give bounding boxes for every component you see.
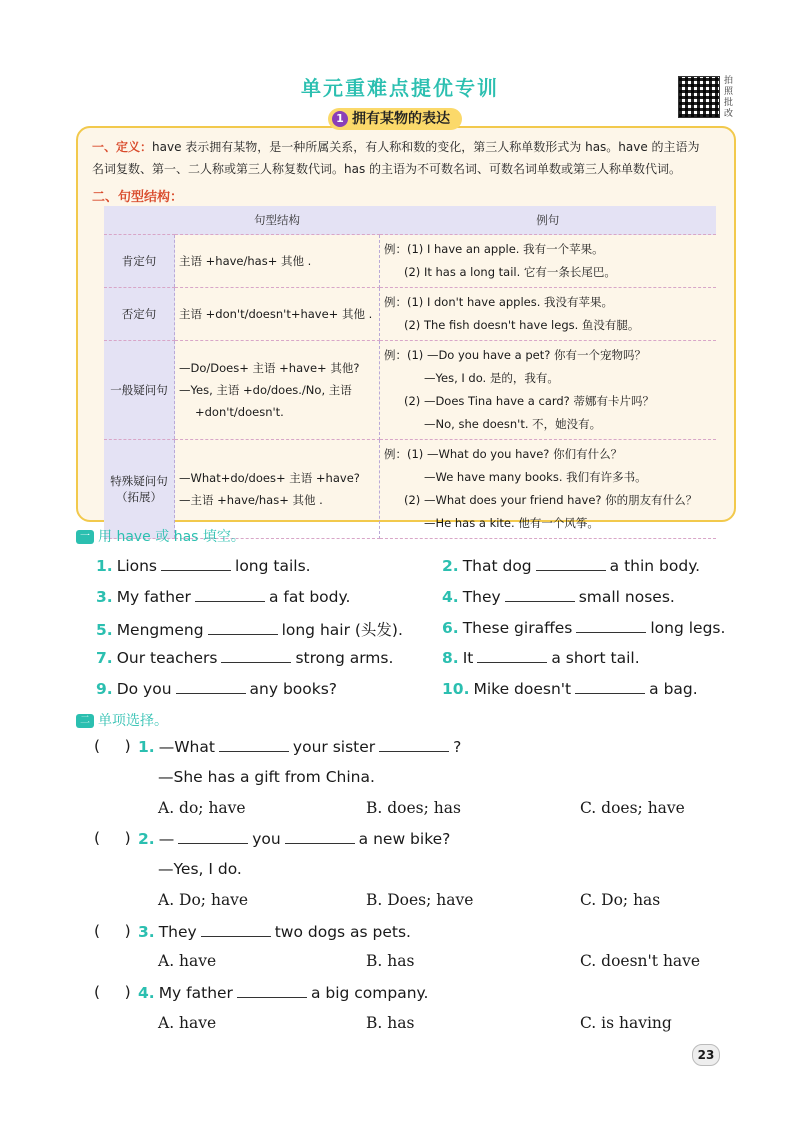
mc-question bbox=[138, 922, 411, 941]
item-number: 3. bbox=[96, 588, 113, 606]
definition-line-2: 名词复数、第一、二人称或第三人称复数代词。has 的主语为不可数名词、可数名词单数或第三人称单数代词。 bbox=[92, 162, 682, 176]
sentence-type: 特殊疑问句（拓展） bbox=[104, 440, 175, 539]
table-header-row bbox=[104, 206, 716, 235]
qr-label: 拍照批改 bbox=[724, 76, 734, 119]
table-row bbox=[104, 341, 716, 440]
example-cell bbox=[380, 288, 717, 341]
topic-banner bbox=[328, 108, 462, 130]
item-text: strong arms. bbox=[295, 649, 394, 667]
answer-blank[interactable] bbox=[477, 648, 547, 663]
stem-text: you bbox=[252, 830, 281, 848]
fill-item bbox=[442, 648, 640, 667]
answer-bracket[interactable]: ( ) bbox=[94, 829, 131, 847]
answer-blank[interactable] bbox=[178, 829, 248, 844]
example-line: (2) The fish doesn't have legs. 鱼没有腿。 bbox=[404, 318, 640, 332]
example-line: (2) It has a long tail. 它有一条长尾巴。 bbox=[404, 265, 616, 279]
answer-blank[interactable] bbox=[505, 587, 575, 602]
item-number: 7. bbox=[96, 649, 113, 667]
item-text: My father bbox=[116, 588, 191, 606]
stem-text: a new bike? bbox=[358, 830, 451, 848]
answer-blank[interactable] bbox=[195, 587, 265, 602]
question-number: 3. bbox=[138, 923, 155, 941]
pattern-line: 主语 +have/has+ 其他 . bbox=[179, 254, 312, 268]
definition-heading: 一、定义： bbox=[92, 140, 153, 154]
answer-bracket[interactable]: ( ) bbox=[94, 983, 131, 1001]
item-text: Mike doesn't bbox=[473, 680, 572, 698]
pattern-line: —主语 +have/has+ 其他 . bbox=[179, 493, 323, 507]
sentence-type: 否定句 bbox=[104, 288, 175, 341]
answer-blank[interactable] bbox=[576, 618, 646, 633]
answer-blank[interactable] bbox=[221, 648, 291, 663]
question-number: 2. bbox=[138, 830, 155, 848]
option-c[interactable]: C. is having bbox=[580, 1014, 672, 1032]
stem-text: They bbox=[158, 923, 197, 941]
answer-blank[interactable] bbox=[219, 737, 289, 752]
definition-line-1: have 表示拥有某物，是一种所属关系，有人称和数的变化，第三人称单数形式为 has。have 的主语为 bbox=[152, 140, 700, 154]
item-text: a fat body. bbox=[268, 588, 351, 606]
option-c[interactable]: C. does; have bbox=[580, 799, 685, 817]
table-header: 句型结构 bbox=[175, 206, 380, 235]
page-title: 单元重难点提优专训 bbox=[301, 76, 499, 100]
section-2-heading bbox=[76, 710, 168, 730]
pattern-cell bbox=[175, 341, 380, 440]
example-cell bbox=[380, 235, 717, 288]
section-1-badge: 一 bbox=[76, 530, 94, 544]
topic-label: 拥有某物的表达 bbox=[352, 111, 450, 127]
definition-block bbox=[92, 136, 720, 180]
fill-item bbox=[96, 648, 393, 667]
example-line: —Yes, I do. 是的，我有。 bbox=[424, 371, 559, 385]
stem-text: ? bbox=[453, 738, 462, 756]
item-text: a thin body. bbox=[609, 557, 701, 575]
example-line: 例：(1) I have an apple. 我有一个苹果。 bbox=[384, 242, 604, 256]
topic-number: 1 bbox=[332, 111, 348, 127]
item-text: long tails. bbox=[235, 557, 311, 575]
fill-item bbox=[442, 587, 675, 606]
item-text: long hair (头发). bbox=[281, 621, 403, 639]
item-text: That dog bbox=[462, 557, 532, 575]
stem-text: two dogs as pets. bbox=[274, 923, 411, 941]
stem-text: a big company. bbox=[310, 984, 429, 1002]
item-text: Lions bbox=[116, 557, 158, 575]
item-text: These giraffes bbox=[462, 619, 573, 637]
page-number: 23 bbox=[692, 1044, 720, 1066]
item-text: Our teachers bbox=[116, 649, 218, 667]
item-number: 2. bbox=[442, 557, 459, 575]
stem-text: —What bbox=[158, 738, 215, 756]
answer-bracket[interactable]: ( ) bbox=[94, 922, 131, 940]
answer-blank[interactable] bbox=[237, 983, 307, 998]
example-line: —We have many books. 我们有许多书。 bbox=[424, 470, 647, 484]
fill-item bbox=[442, 618, 725, 637]
answer-blank[interactable] bbox=[208, 620, 278, 635]
item-text: a short tail. bbox=[551, 649, 640, 667]
example-line: —No, she doesn't. 不，她没有。 bbox=[424, 417, 602, 431]
item-text: It bbox=[462, 649, 474, 667]
answer-blank[interactable] bbox=[536, 556, 606, 571]
option-c[interactable]: C. Do; has bbox=[580, 891, 661, 909]
item-number: 1. bbox=[96, 557, 113, 575]
pattern-line: —Yes, 主语 +do/does./No, 主语 bbox=[179, 383, 352, 397]
item-number: 10. bbox=[442, 680, 470, 698]
item-number: 8. bbox=[442, 649, 459, 667]
pattern-line: 主语 +don't/doesn't+have+ 其他 . bbox=[179, 307, 373, 321]
item-text: Do you bbox=[116, 680, 172, 698]
pattern-line: +don't/doesn't. bbox=[195, 405, 284, 419]
table-header bbox=[104, 206, 175, 235]
question-number: 4. bbox=[138, 984, 155, 1002]
item-text: any books? bbox=[249, 680, 338, 698]
question-number: 1. bbox=[138, 738, 155, 756]
option-b[interactable]: B. has bbox=[366, 952, 415, 970]
sentence-type: 一般疑问句 bbox=[104, 341, 175, 440]
grammar-table bbox=[104, 206, 716, 539]
option-b[interactable]: B. Does; have bbox=[366, 891, 474, 909]
stem-text: — bbox=[158, 830, 175, 848]
mc-question bbox=[138, 829, 450, 848]
pattern-cell bbox=[175, 440, 380, 539]
example-line: 例：(1) I don't have apples. 我没有苹果。 bbox=[384, 295, 614, 309]
pattern-line: —What+do/does+ 主语 +have? bbox=[179, 471, 360, 485]
answer-blank[interactable] bbox=[201, 922, 271, 937]
mc-question bbox=[138, 983, 428, 1002]
table-row bbox=[104, 288, 716, 341]
option-c[interactable]: C. doesn't have bbox=[580, 952, 701, 970]
option-b[interactable]: B. has bbox=[366, 1014, 415, 1032]
stem-text: your sister bbox=[292, 738, 376, 756]
item-number: 4. bbox=[442, 588, 459, 606]
fill-item bbox=[96, 679, 337, 698]
answer-blank[interactable] bbox=[379, 737, 449, 752]
sentence-type: 肯定句 bbox=[104, 235, 175, 288]
example-line: 例：(1) —What do you have? 你们有什么？ bbox=[384, 447, 623, 461]
item-number: 9. bbox=[96, 680, 113, 698]
section-1-title: 用 have 或 has 填空。 bbox=[98, 529, 245, 545]
qr-code-icon[interactable] bbox=[678, 76, 720, 118]
item-text: Mengmeng bbox=[116, 621, 204, 639]
answer-blank[interactable] bbox=[176, 679, 246, 694]
section-1-heading bbox=[76, 526, 245, 546]
table-row bbox=[104, 440, 716, 539]
answer-blank[interactable] bbox=[285, 829, 355, 844]
option-a[interactable]: A. Do; have bbox=[158, 891, 249, 909]
option-a[interactable]: A. have bbox=[158, 952, 217, 970]
fill-item bbox=[96, 556, 311, 575]
option-b[interactable]: B. does; has bbox=[366, 799, 461, 817]
item-text: They bbox=[462, 588, 501, 606]
answer-bracket[interactable]: ( ) bbox=[94, 737, 131, 755]
section-2-badge: 二 bbox=[76, 714, 94, 728]
stem-text: My father bbox=[158, 984, 233, 1002]
example-line: 例：(1) —Do you have a pet? 你有一个宠物吗？ bbox=[384, 348, 646, 362]
example-line: (2) —Does Tina have a card? 蒂娜有卡片吗？ bbox=[404, 394, 654, 408]
item-number: 5. bbox=[96, 621, 113, 639]
fill-item bbox=[96, 587, 350, 606]
fill-item bbox=[442, 556, 700, 575]
structure-heading: 二、句型结构： bbox=[92, 190, 184, 205]
example-line: (2) —What does your friend have? 你的朋友有什么？ bbox=[404, 493, 698, 507]
item-number: 6. bbox=[442, 619, 459, 637]
mc-question bbox=[138, 737, 461, 756]
option-a[interactable]: A. have bbox=[158, 1014, 217, 1032]
item-text: a bag. bbox=[649, 680, 698, 698]
section-2-title: 单项选择。 bbox=[98, 713, 168, 729]
fill-item bbox=[442, 679, 698, 698]
answer-blank[interactable] bbox=[161, 556, 231, 571]
reply-line: —She has a gift from China. bbox=[158, 768, 375, 786]
reply-line: —Yes, I do. bbox=[158, 860, 242, 878]
example-cell bbox=[380, 440, 717, 539]
answer-blank[interactable] bbox=[575, 679, 645, 694]
example-line: —He has a kite. 他有一个风筝。 bbox=[424, 516, 599, 530]
pattern-line: —Do/Does+ 主语 +have+ 其他? bbox=[179, 361, 360, 375]
pattern-cell bbox=[175, 235, 380, 288]
pattern-cell bbox=[175, 288, 380, 341]
table-row bbox=[104, 235, 716, 288]
option-a[interactable]: A. do; have bbox=[158, 799, 246, 817]
example-cell bbox=[380, 341, 717, 440]
item-text: long legs. bbox=[650, 619, 726, 637]
item-text: small noses. bbox=[578, 588, 675, 606]
fill-item bbox=[96, 618, 403, 640]
table-header: 例句 bbox=[380, 206, 717, 235]
